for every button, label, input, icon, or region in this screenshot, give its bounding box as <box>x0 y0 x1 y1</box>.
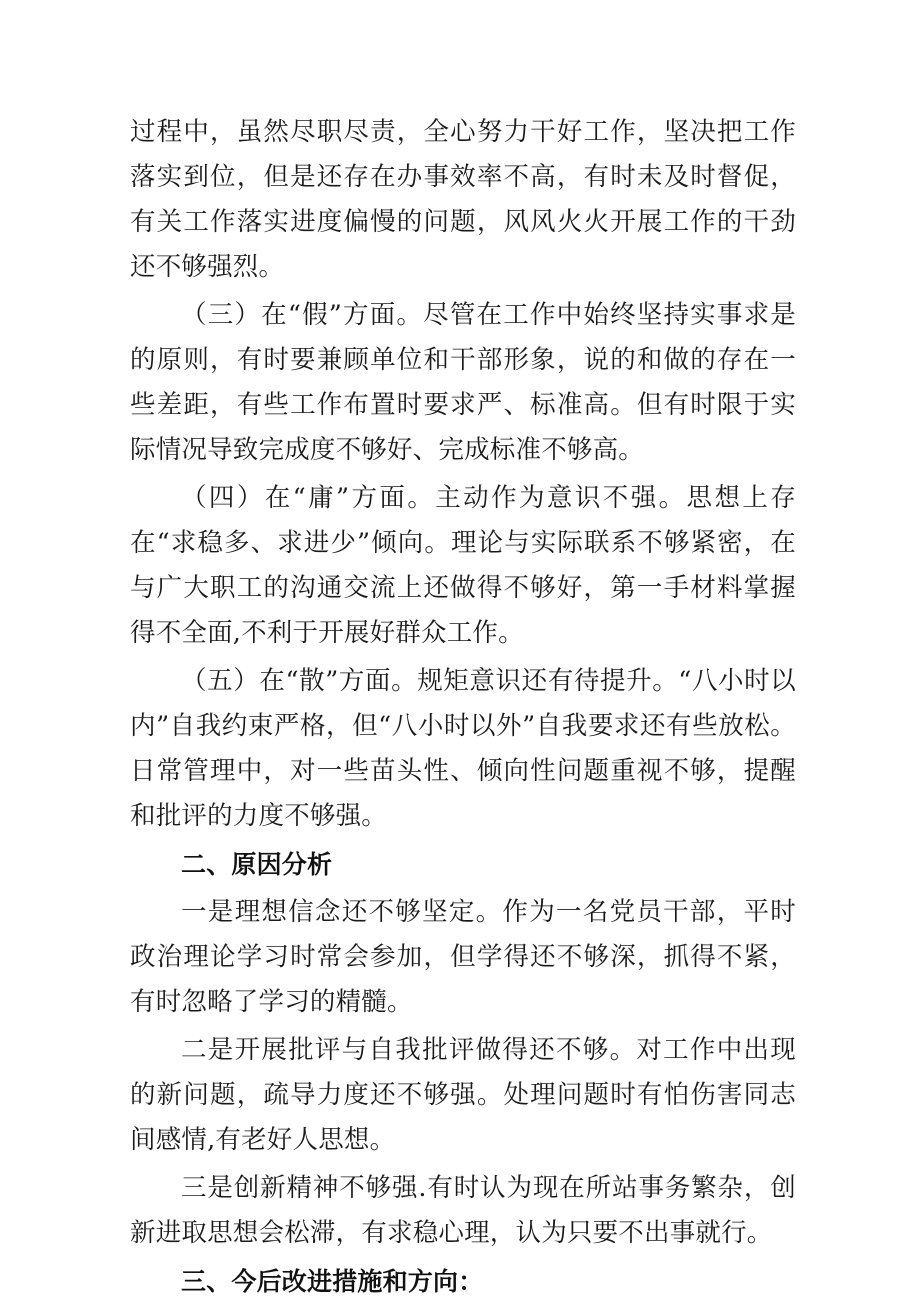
paragraph-san: （五）在“散”方面。规矩意识还有待提升。“八小时以内”自我约束严格，但“八小时以外”自我要求还有些放松。日常管理中，对一些苗头性、倾向性问题重视不够，提醒和批评的力度不够强。 <box>130 666 796 831</box>
paragraph-cause-2: 二是开展批评与自我批评做得还不够。对工作中出现的新问题，疏导力度还不够强。处理问题时有怕伤害同志间感情,有老好人思想。 <box>130 1035 796 1155</box>
paragraph-cause-1: 一是理想信念还不够坚定。作为一名党员干部，平时政治理论学习时常会参加，但学得还不够深，抓得不紧，有时忽略了学习的精髓。 <box>130 897 796 1017</box>
paragraph-continuation: 过程中，虽然尽职尽责，全心努力干好工作，坚决把工作落实到位，但是还存在办事效率不高，有时未及时督促，有关工作落实进度偏慢的问题，风风火火开展工作的干劲还不够强烈。 <box>130 117 796 282</box>
paragraph-cause-3: 三是创新精神不够强.有时认为现在所站事务繁杂，创新进取思想会松滞，有求稳心理，认为只要不出事就行。 <box>130 1173 796 1248</box>
document-body <box>130 110 796 1307</box>
section-heading-improvement: 三、今后改进措施和方向： <box>181 1267 484 1296</box>
paragraph-yong: （四）在“庸”方面。主动作为意识不强。思想上存在“求稳多、求进少”倾向。理论与实际联系不够紧密，在与广大职工的沟通交流上还做得不够好，第一手材料掌握得不全面,不利于开展好群众工作。 <box>130 483 796 648</box>
paragraph-jia: （三）在“假”方面。尽管在工作中始终坚持实事求是的原则，有时要兼顾单位和干部形象，说的和做的存在一些差距，有些工作布置时要求严、标准高。但有时限于实际情况导致完成度不够好、完成标准不够高。 <box>130 300 796 465</box>
section-heading-cause-analysis: 二、原因分析 <box>181 850 333 879</box>
